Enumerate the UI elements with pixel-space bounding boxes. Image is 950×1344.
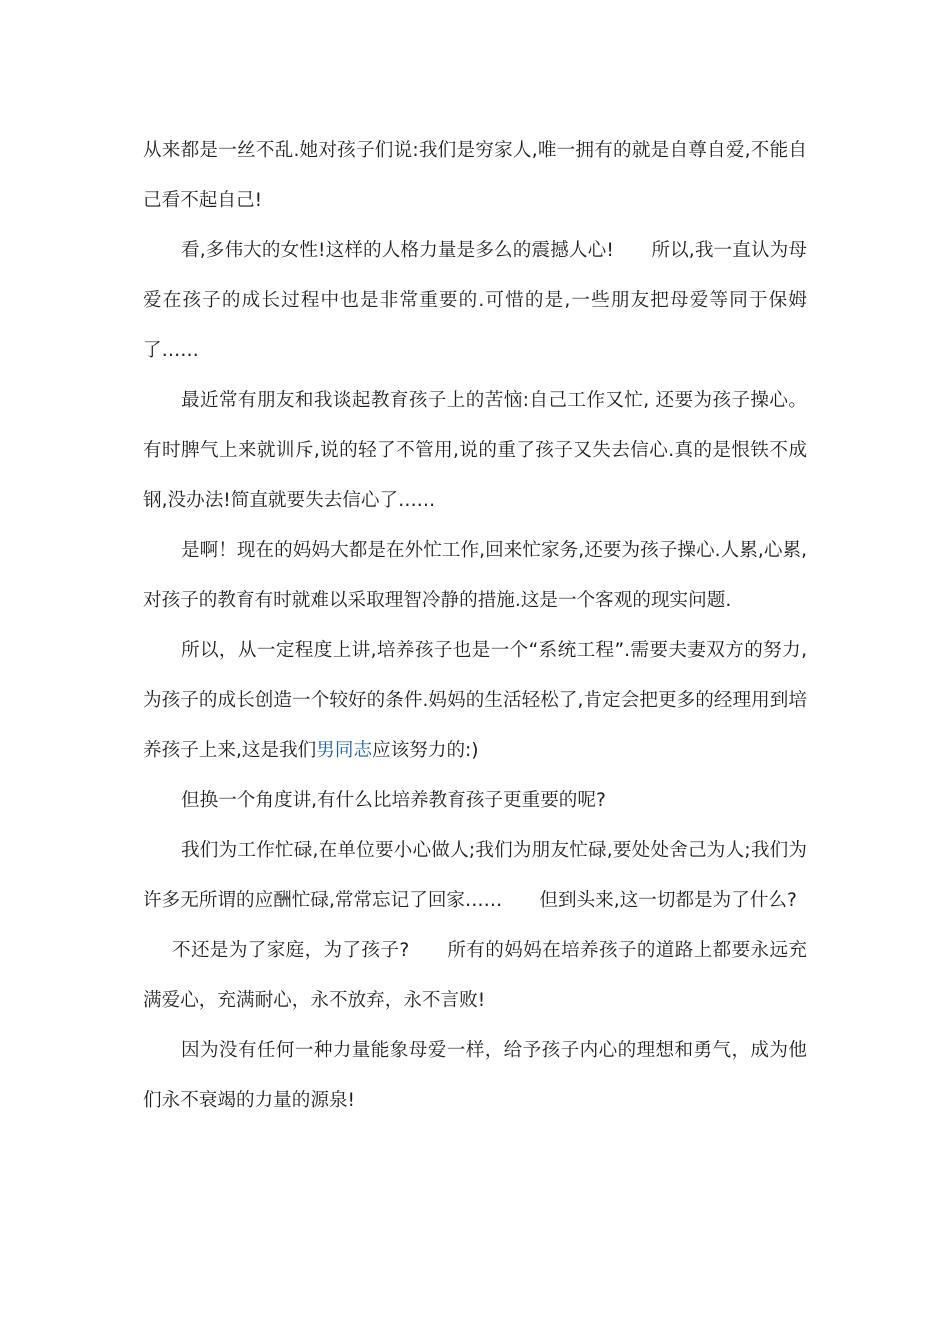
paragraph-2: 看,多伟大的女性!这样的人格力量是多么的震撼人心! 所以,我一直认为母爱在孩子的成长过程中也是非常重要的.可惜的是,一些朋友把母爱等同于保姆了…… (143, 240, 807, 361)
paragraph-5-text-before: 所以，从一定程度上讲,培养孩子也是一个“系统工程”.需要夫妻双方的努力,为孩子的成长创造一个较好的条件.妈妈的生活轻松了,肯定会把更多的经理用到培养孩子上来,这是我们 (143, 640, 807, 761)
paragraph-6: 但换一个角度讲,有什么比培养教育孩子更重要的呢? (181, 790, 606, 811)
article-body (143, 126, 807, 1126)
paragraph-9: 因为没有任何一种力量能象母爱一样，给予孩子内心的理想和勇气，成为他们永不衰竭的力量的源泉! (143, 1040, 807, 1111)
paragraph-4: 是啊！现在的妈妈大都是在外忙工作,回来忙家务,还要为孩子操心.人累,心累,对孩子的教育有时就难以采取理智冷静的措施.这是一个客观的现实问题. (143, 540, 807, 611)
paragraph-1: 从来都是一丝不乱.她对孩子们说:我们是穷家人,唯一拥有的就是自尊自爱,不能自己看不起自己! (143, 140, 807, 211)
link-nan-tongzhi[interactable]: 男同志 (316, 740, 373, 761)
paragraph-3: 最近常有朋友和我谈起教育孩子上的苦恼:自己工作又忙, 还要为孩子操心。有时脾气上来就训斥,说的轻了不管用,说的重了孩子又失去信心.真的是恨铁不成钢,没办法!简直就要失去信心了…… (143, 390, 807, 511)
paragraph-8: 不还是为了家庭，为了孩子? 所有的妈妈在培养孩子的道路上都要永远充满爱心，充满耐心，永不放弃，永不言败! (143, 940, 807, 1011)
paragraph-5 (143, 626, 807, 776)
paragraph-7: 我们为工作忙碌,在单位要小心做人;我们为朋友忙碌,要处处舍己为人;我们为许多无所谓的应酬忙碌,常常忘记了回家…… 但到头来,这一切都是为了什么? (143, 840, 807, 911)
paragraph-5-text-after: 应该努力的:) (372, 740, 479, 761)
